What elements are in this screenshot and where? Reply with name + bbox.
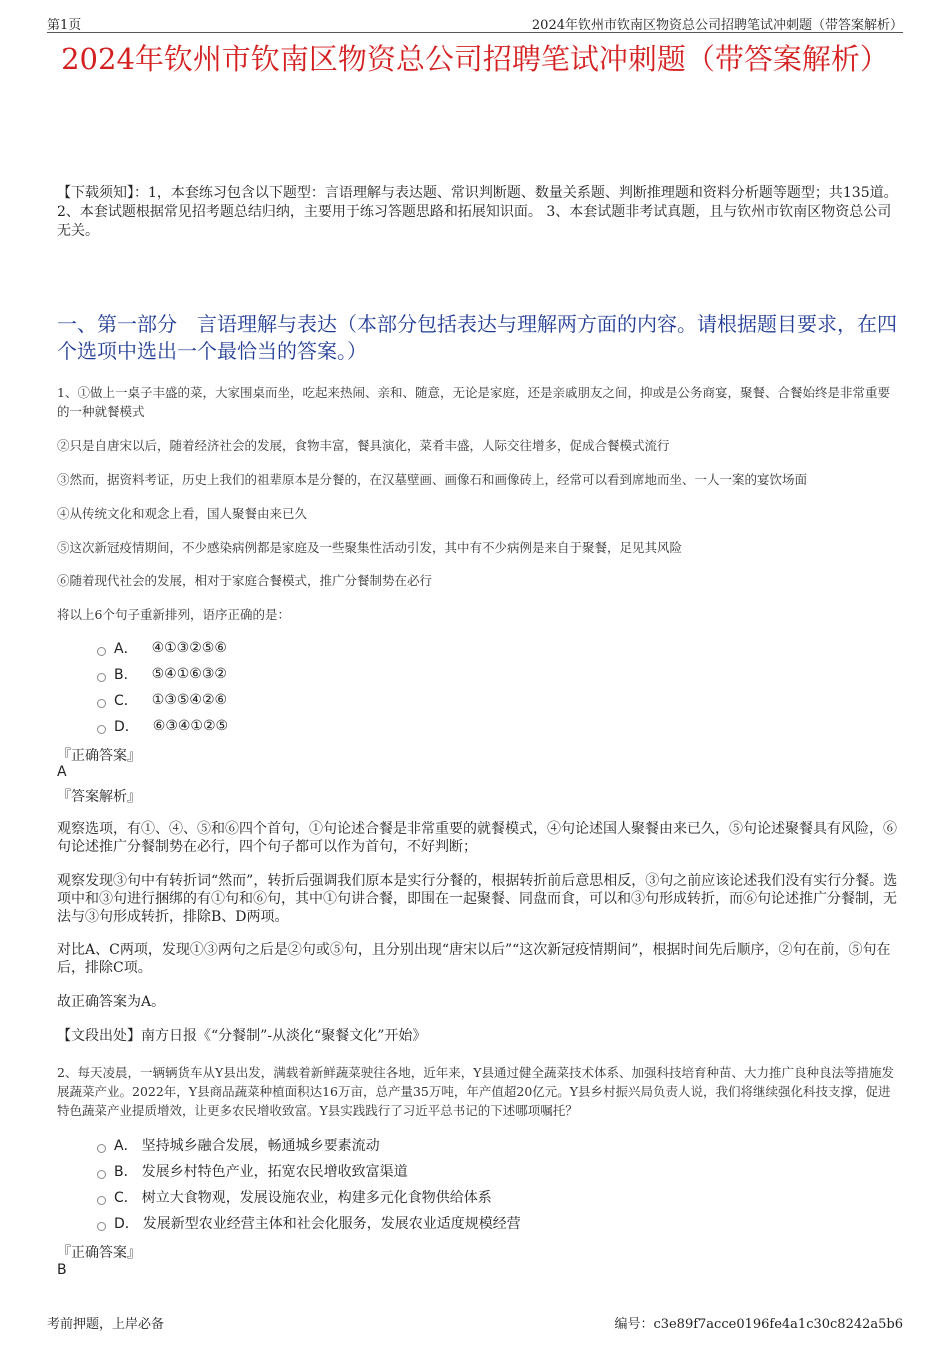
q2-option-b[interactable]: B． 发展乡村特色产业，拓宽农民增收致富渠道 (97, 1158, 897, 1184)
q2-options (97, 1132, 897, 1236)
q1-option-a[interactable]: A． ④①③②⑤⑥ (97, 635, 897, 661)
section-heading: 一、第一部分 言语理解与表达（本部分包括表达与理解两方面的内容。请根据题目要求，在四个选项中选出一个最恰当的答案。） (57, 312, 897, 363)
q1-stem-3: ③然而，据资料考证，历史上我们的祖辈原本是分餐的，在汉墓壁画、画像石和画像砖上，经常可以看到席地而坐、一人一案的宴饮场面 (57, 472, 808, 487)
radio-icon[interactable] (97, 1222, 106, 1231)
q1-option-d[interactable]: D． ⑥③④①②⑤ (97, 713, 897, 739)
footer-doc-id: 编号：c3e89f7acce0196fe4a1c30c8242a5b6 (614, 1317, 903, 1332)
radio-icon[interactable] (97, 673, 106, 682)
radio-icon[interactable] (97, 1196, 106, 1205)
page-header (47, 14, 903, 33)
q1-answer-label: 『正确答案』 (57, 748, 141, 764)
q1-analysis-3: 对比A、C两项，发现①③两句之后是②句或⑤句，且分别出现“唐宋以后”“这次新冠疫情期间”，根据时间先后顺序，②句在前，⑤句在后，排除C项。 (57, 942, 891, 976)
q1-stem-1: 1、①做上一桌子丰盛的菜，大家围桌而坐，吃起来热闹、亲和、随意，无论是家庭，还是亲戚朋友之间，抑或是公务商宴，聚餐、合餐始终是非常重要的一种就餐模式 (57, 385, 890, 419)
footer-slogan: 考前押题，上岸必备 (47, 1317, 165, 1332)
q1-answer: A (57, 764, 67, 780)
q2-answer-label: 『正确答案』 (57, 1245, 141, 1261)
radio-icon[interactable] (97, 647, 106, 656)
q1-stem-2: ②只是自唐宋以后，随着经济社会的发展，食物丰富，餐具演化，菜肴丰盛，人际交往增多，促成合餐模式流行 (57, 438, 670, 453)
q2-answer: B (57, 1262, 67, 1278)
q1-stem-4: ④从传统文化和观念上看，国人聚餐由来已久 (57, 506, 308, 521)
q2-option-d[interactable]: D． 发展新型农业经营主体和社会化服务，发展农业适度规模经营 (97, 1210, 897, 1236)
q2-option-a[interactable]: A． 坚持城乡融合发展，畅通城乡要素流动 (97, 1132, 897, 1158)
radio-icon[interactable] (97, 699, 106, 708)
radio-icon[interactable] (97, 1144, 106, 1153)
q1-option-c[interactable]: C． ①③⑤④②⑥ (97, 687, 897, 713)
header-doc-title: 2024年钦州市钦南区物资总公司招聘笔试冲刺题（带答案解析） (531, 18, 903, 33)
q1-analysis-1: 观察选项，有①、④、⑤和⑥四个首句，①句论述合餐是非常重要的就餐模式，④句论述国人聚餐由来已久，⑤句论述聚餐具有风险，⑥句论述推广分餐制势在必行，四个句子都可以作为首句，不好判断； (57, 821, 897, 855)
q1-prompt: 将以上6个句子重新排列，语序正确的是： (57, 607, 290, 622)
q2-option-c[interactable]: C． 树立大食物观，发展设施农业，构建多元化食物供给体系 (97, 1184, 897, 1210)
q1-stem-5: ⑤这次新冠疫情期间，不少感染病例都是家庭及一些聚集性活动引发，其中有不少病例是来自于聚餐，足见其风险 (57, 540, 683, 555)
q1-analysis-label: 『答案解析』 (57, 789, 141, 805)
q1-analysis-4: 故正确答案为A。 (57, 994, 166, 1010)
q1-stem-6: ⑥随着现代社会的发展，相对于家庭合餐模式，推广分餐制势在必行 (57, 573, 433, 588)
q1-analysis-2: 观察发现③句中有转折词“然而”，转折后强调我们原本是实行分餐的，根据转折前后意思相反，③句之前应该论述我们没有实行分餐。选项中和③句进行捆绑的有①句和⑥句，其中①句讲合餐，即围在一起聚餐、同盘而食，可以和③句形成转折，而⑥句论述推广分餐制，无法与③句形成转折，排除B、D两项。 (57, 873, 898, 925)
q1-options (97, 635, 897, 739)
download-notice: 【下载须知】：1，本套练习包含以下题型：言语理解与表达题、常识判断题、数量关系题、判断推理题和资料分析题等题型；共135道。 2、本套试题根据常见招考题总结归纳，主要用于练习答题思路和拓展知识面。 3、本套试题非考试真题，且与钦州市钦南区物资总公司无关。 (57, 185, 898, 239)
page-number: 第1页 (47, 18, 82, 33)
radio-icon[interactable] (97, 1170, 106, 1179)
q2-stem: 2、每天凌晨，一辆辆货车从Y县出发，满载着新鲜蔬菜驶往各地，近年来，Y县通过健全蔬菜技术体系、加强科技培育种苗、大力推广良种良法等措施发展蔬菜产业。2022年，Y县商品蔬菜种植面积达16万亩，总产量35万吨，年产值超20亿元。Y县乡村振兴局负责人说，我们将继续强化科技支撑，促进特色蔬菜产业提质增效，让更多农民增收致富。Y县实践践行了习近平总书记的下述哪项嘱托？ (57, 1065, 894, 1118)
page-title: 2024年钦州市钦南区物资总公司招聘笔试冲刺题（带答案解析） (61, 42, 889, 76)
q1-option-b[interactable]: B． ⑤④①⑥③② (97, 661, 897, 687)
radio-icon[interactable] (97, 725, 106, 734)
q1-source: 【文段出处】南方日报《“分餐制”-从淡化“聚餐文化”开始》 (57, 1028, 427, 1044)
